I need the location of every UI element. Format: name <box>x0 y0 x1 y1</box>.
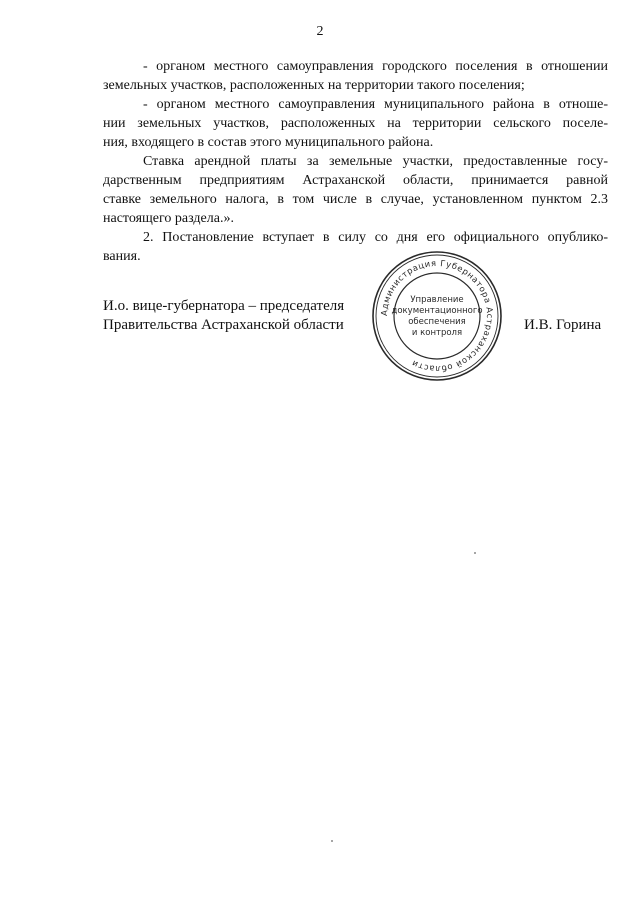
paragraph-2-line-1: - органом местного самоуправления муниципального района в отноше- <box>143 97 608 112</box>
paragraph-3-line-3: ставке земельного налога, в том числе в случае, установленном пунктом 2.3 <box>103 192 608 207</box>
paragraph-2-line-3: ния, входящего в состав этого муниципального района. <box>103 135 434 150</box>
official-seal <box>370 249 504 383</box>
signatory-position <box>103 297 363 335</box>
signatory-name: И.В. Горина <box>524 317 602 333</box>
paragraph-1-line-1: - органом местного самоуправления городского поселения в отношении <box>143 59 608 74</box>
signatory-position-line-1: И.о. вице-губернатора – председателя <box>103 298 345 314</box>
paragraph-4-line-2: вания. <box>103 249 141 264</box>
paragraph-2-line-2: нии земельных участков, расположенных на территории сельского поселе- <box>103 116 608 131</box>
body-text <box>103 57 608 266</box>
seal-ring-textpath: Администрация Губернатора Астраханской области <box>378 257 496 375</box>
seal-center-line-3: обеспечения <box>408 317 466 327</box>
seal-inner-ring <box>394 273 480 359</box>
seal-center-line-1: Управление <box>410 295 464 305</box>
signatory-position-line-2: Правительства Астраханской области <box>103 317 344 333</box>
paragraph-3-line-2: дарственным предприятиям Астраханской области, принимается равной <box>103 173 608 188</box>
paragraph-1-line-2: земельных участков, расположенных на территории такого поселения; <box>103 78 525 93</box>
seal-center-line-2: документационного <box>391 306 483 316</box>
scan-speck <box>474 552 476 554</box>
seal-outer-ring <box>373 252 501 380</box>
paragraph-3-line-1: Ставка арендной платы за земельные участки, предоставленные госу- <box>143 154 608 169</box>
paragraph-4-line-1: 2. Постановление вступает в силу со дня его официального опублико- <box>143 230 608 245</box>
page-number: 2 <box>316 24 324 39</box>
seal-center-line-4: и контроля <box>411 328 463 338</box>
seal-stamp-icon <box>370 249 504 383</box>
paragraph-3-line-4: настоящего раздела.». <box>103 211 234 226</box>
scan-speck <box>331 840 333 842</box>
